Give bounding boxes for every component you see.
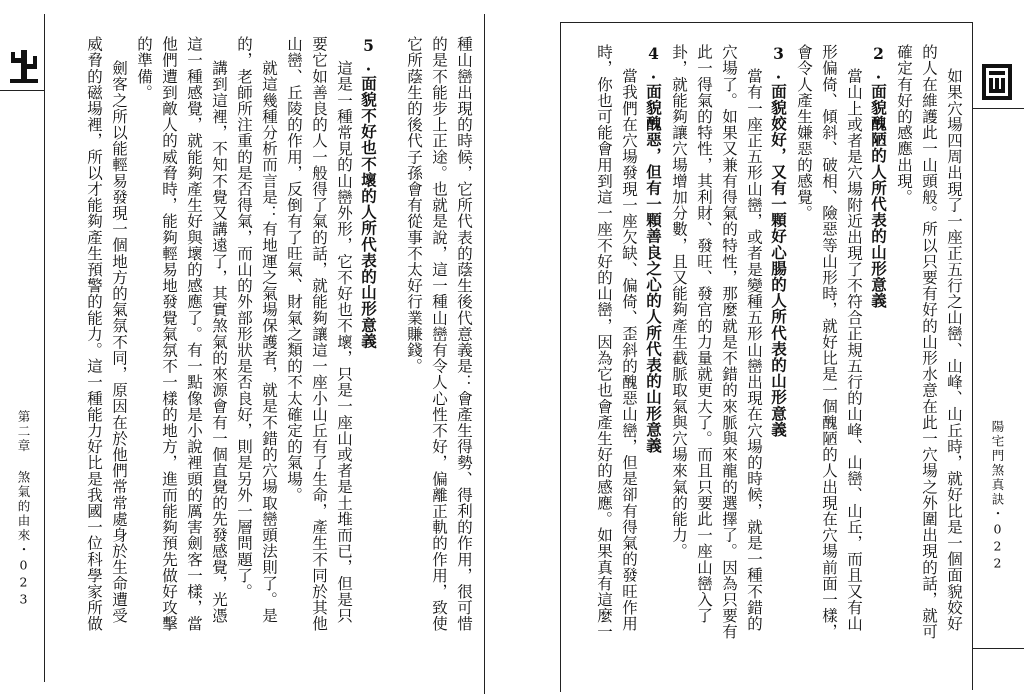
text-column: 穴場了。如果又兼有得氣的特性，那麼就是不錯的來脈與來龍的選擇了。因為只要有	[720, 44, 738, 640]
section-heading-5: 5.面貌不好也不壞的人所代表的山形意義	[359, 36, 378, 349]
text-column: 如果穴場四周出現了一座正五行之山巒、山峰、山丘時，就好比是一個面貌姣好	[945, 68, 963, 632]
text-column: 劍客之所以能輕易發現一個地方的氣氛不同，原因在於他們常常處身於生命遭受	[110, 60, 128, 624]
page-footer-label: 陽宅門煞真訣・022	[990, 420, 1005, 573]
text-column: 會令人產生嫌惡的感覺。	[795, 44, 813, 222]
blank-column	[381, 36, 401, 676]
text-column: 卦，就能夠讓穴場增加分數，且又能夠產生截脈取氣與穴場來氣的能力。	[670, 44, 688, 560]
text-column: 要它如善良的人一般得了氣的話，就能夠讓這一座小山丘有了生命，產生不同於其他	[310, 36, 328, 632]
left-page-margin-rule	[44, 14, 45, 682]
left-page-body	[60, 36, 476, 676]
text-column: 當我們在穴場發現一座欠缺、偏倚、歪斜的醜惡山巒，但是卻有得氣的發旺作用	[620, 68, 638, 632]
right-page-margin-rule	[972, 22, 973, 690]
right-page-header-rule	[972, 108, 1024, 109]
section-heading-3: 3.面貌姣好，又有一顆好心腸的人所代表的山形意義	[769, 44, 788, 438]
text-column: 的是不能步上正途。也就是說，這一種山巒有令人心性不好，偏離正軌的作用，致使	[430, 36, 448, 632]
right-page	[548, 0, 1024, 696]
text-column: 就這幾種分析而言是：有地運之氣場保護者，就是不錯的穴場取巒頭法則了。是	[260, 60, 278, 624]
text-column: 時，你也可能會用到這一座不好的山巒，因為它也會產生好的感應。如果真有這麼一	[595, 44, 613, 640]
text-column: 這是一種常見的山巒外形，它不好也不壞，只是一座山或者是土堆而已，但是只	[335, 60, 353, 624]
left-page	[0, 0, 496, 696]
right-page-body	[574, 44, 966, 676]
text-column: 確定有好的感應出現。	[895, 44, 913, 205]
text-column: 當山上或者是穴場附近出現了不符合正規五行的山峰、山巒、山丘，而且又有山	[845, 68, 863, 632]
text-column: 講到這裡，不知不覺又講遠了，其實煞氣的來源會有一個直覺的先發感覺，光憑	[210, 60, 228, 624]
text-column: 這一種感覺，就能夠產生好與壞的感應了。有一點像是小說裡頭的厲害劍客一樣，當	[185, 36, 203, 632]
text-column: 形偏倚、傾斜、破相、險惡等山形時，就好比是一個醜陋的人出現在穴場前面一樣，	[820, 44, 838, 640]
text-column: 種山巒出現的時候，它所代表的蔭生後代意義是：會產生得勢、得利的作用，很可惜	[455, 36, 473, 632]
text-column: 山巒、丘陵的作用，反倒有了旺氣、財氣之類的不太確定的氣場。	[285, 36, 303, 503]
page-footer-label: 第二章 煞氣的由來・023	[16, 410, 31, 609]
text-column: 的人在維護此一山頭般。所以只要有好的山形水意在此一穴場之外圍出現的話，就可	[920, 44, 938, 640]
text-column: 的準備。	[135, 36, 153, 101]
right-page-footer-rule	[972, 648, 1024, 649]
section-heading-2: 2.面貌醜陋的人所代表的山形意義	[869, 44, 888, 309]
text-column: 他們遭到敵人的威脅時，能夠輕易地發覺氣氛不一樣的地方，進而能夠預先做好攻擊	[160, 36, 178, 632]
chapter-emblem-icon	[8, 46, 40, 86]
right-page-top-rule	[560, 22, 972, 23]
text-column: 當有一座正五形山巒，或者是變種五形山巒出現在穴場的時候，就是一種不錯的	[745, 68, 763, 632]
right-page-edge-rule	[560, 22, 561, 692]
text-column: 它所蔭生的後代子孫會有從事不太好行業賺錢。	[405, 36, 423, 375]
left-page-edge-rule	[484, 14, 485, 694]
text-column: 的，老師所注重的是否得氣，而山的外部形狀是否良好，則是另外一層問題了。	[235, 36, 253, 600]
text-column: 此一得氣的特性，其利財、發旺、發官的力量就更大了。而且只要此一座山巒入了	[695, 44, 713, 624]
section-heading-4: 4.面貌醜惡，但有一顆善良之心的人所代表的山形意義	[644, 44, 663, 454]
text-column: 威脅的磁場裡，所以才能夠產生預警的能力。這一種能力好比是我國一位科學家所做	[85, 36, 103, 632]
book-seal-icon	[980, 62, 1014, 102]
left-page-top-rule	[0, 90, 44, 91]
